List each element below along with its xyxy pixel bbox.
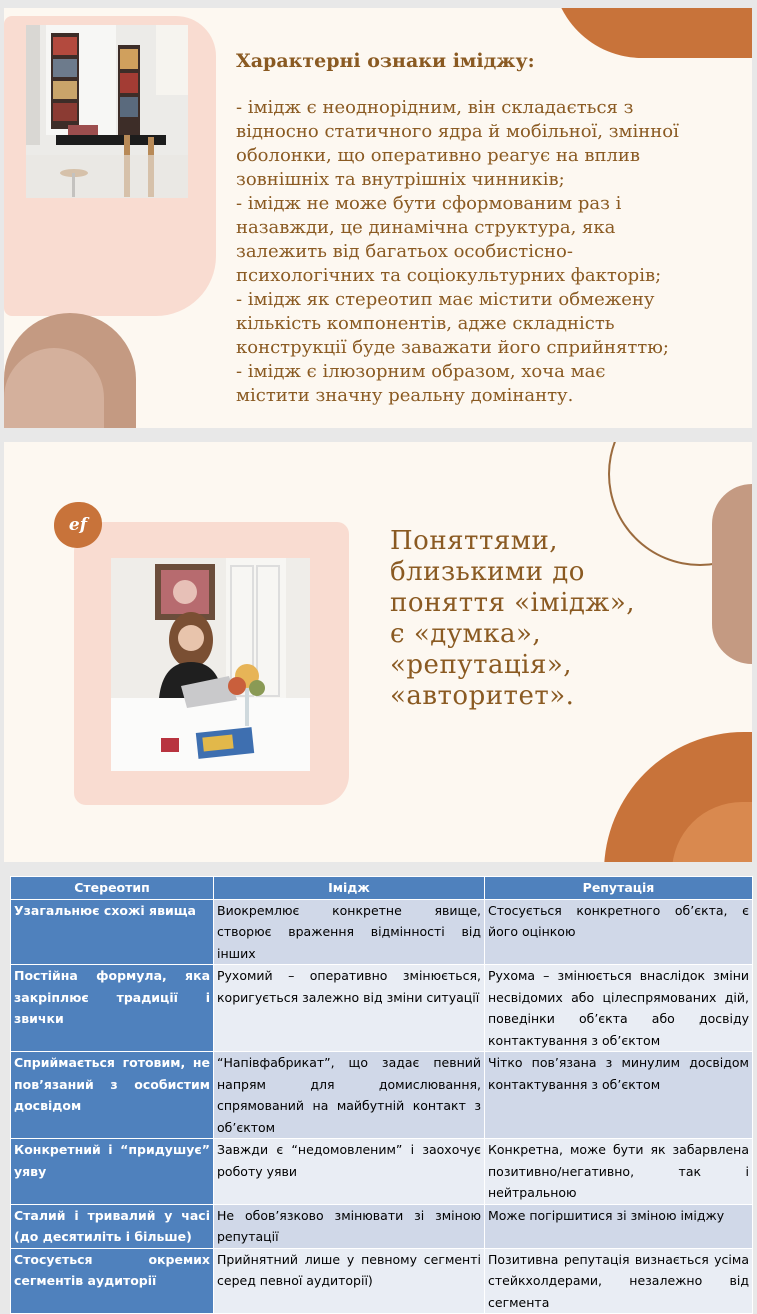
table-row xyxy=(11,1204,753,1248)
text-line: - імідж є ілюзорним образом, хоча має xyxy=(236,361,606,382)
text-line: оболонки, що оперативно реагує на вплив xyxy=(236,145,641,166)
text-line: є «думка», xyxy=(390,619,542,649)
text-line: «репутація», xyxy=(390,650,573,680)
table-header-row xyxy=(11,877,753,900)
table-cell: Сталий і тривалий у часі (до десятиліть і більше) xyxy=(11,1204,214,1248)
table-row xyxy=(11,1248,753,1314)
woman-laptop-photo xyxy=(111,558,310,771)
table-row xyxy=(11,1139,753,1205)
table-cell: Може погіршитися зі зміною іміджу xyxy=(485,1204,753,1248)
slide-title: Характерні ознаки іміджу: xyxy=(236,50,535,72)
text-line: конструкції буде заважати його сприйняттю; xyxy=(236,337,669,358)
text-line: близькими до xyxy=(390,557,585,587)
table-cell: Узагальнює схожі явища xyxy=(11,899,214,965)
comparison-table xyxy=(10,876,753,1314)
traits-text xyxy=(236,96,742,408)
decor-top-right-shape xyxy=(552,8,752,58)
text-line: - імідж є неоднорідним, він складається з xyxy=(236,97,634,118)
table-cell: Постійна формула, яка закріплює традиції і звички xyxy=(11,965,214,1052)
text-line: - імідж не може бути сформованим раз і xyxy=(236,193,622,214)
table-cell: Завжди є “недомовленим” і заохочує роботу уяви xyxy=(214,1139,485,1205)
table-cell: Позитивна репутація визнається усіма стейкхолдерами, незалежно від сегмента xyxy=(485,1248,753,1314)
brand-logo: ef xyxy=(54,502,102,548)
slide-related-concepts xyxy=(4,442,752,862)
table-cell: Не обов’язково змінювати зі зміною репутації xyxy=(214,1204,485,1248)
column-header-stereotype: Стереотип xyxy=(11,877,214,900)
column-header-image: Імідж xyxy=(214,877,485,900)
library-photo xyxy=(26,25,188,198)
table-cell: Виокремлює конкретне явище, створює враження відмінності від інших xyxy=(214,899,485,965)
table-cell: Стосується конкретного об’єкта, є його оцінкою xyxy=(485,899,753,965)
text-line: «авторитет». xyxy=(390,681,575,711)
table-cell: Чітко пов’язана з минулим досвідом контактування з об’єктом xyxy=(485,1052,753,1139)
table-cell: Прийнятний лише у певному сегменті серед певної аудиторії) xyxy=(214,1248,485,1314)
text-line: психологічних та соціокультурних факторів; xyxy=(236,265,662,286)
table-cell: Конкретна, може бути як забарвлена позитивно/негативно, так і нейтральною xyxy=(485,1139,753,1205)
text-line: - імідж як стереотип має містити обмежену xyxy=(236,289,655,310)
table-cell: Стосується окремих сегментів аудиторії xyxy=(11,1248,214,1314)
column-header-reputation: Репутація xyxy=(485,877,753,900)
decor-arch-side xyxy=(712,484,752,664)
table-cell: “Напівфабрикат”, що задає певний напрям для домислювання, спрямований на майбутній контакт з об’єктом xyxy=(214,1052,485,1139)
table-cell: Рухомий – оперативно змінюється, коригується залежно від зміни ситуації xyxy=(214,965,485,1052)
related-concepts-text xyxy=(390,526,670,712)
text-line: відносно статичного ядра й мобільної, змінної xyxy=(236,121,679,142)
table-cell: Рухома – змінюється внаслідок зміни несвідомих або цілеспрямованих дій, поведінки об’єкта або досвіду контактування з об’єктом xyxy=(485,965,753,1052)
table-row xyxy=(11,965,753,1052)
library-photo-illustration xyxy=(26,25,188,198)
table-row xyxy=(11,899,753,965)
text-line: кількість компонентів, адже складність xyxy=(236,313,615,334)
woman-laptop-illustration xyxy=(111,558,310,771)
text-line: Поняттями, xyxy=(390,526,559,556)
text-line: містити значну реальну домінанту. xyxy=(236,385,574,406)
text-line: поняття «імідж», xyxy=(390,588,636,618)
text-line: залежить від багатьох особистісно- xyxy=(236,241,573,262)
slide-image-traits xyxy=(4,8,752,428)
table-cell: Сприймається готовим, не пов’язаний з особистим досвідом xyxy=(11,1052,214,1139)
table-row xyxy=(11,1052,753,1139)
table-cell: Конкретний і “придушує” уяву xyxy=(11,1139,214,1205)
text-line: зовнішніх та внутрішніх чинників; xyxy=(236,169,565,190)
text-line: назавжди, це динамічна структура, яка xyxy=(236,217,616,238)
